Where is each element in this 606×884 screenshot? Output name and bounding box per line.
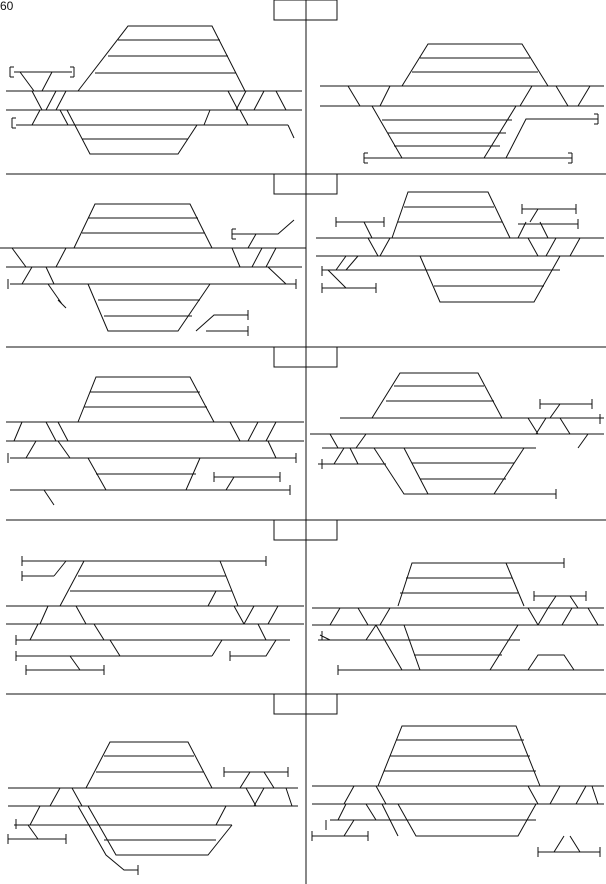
lower-yard xyxy=(420,256,560,302)
lower-yard xyxy=(404,625,518,670)
row-marker xyxy=(274,0,337,20)
lower-yard xyxy=(398,804,536,836)
panel-r5-right xyxy=(312,726,604,857)
upper-yard xyxy=(86,742,212,788)
upper-yard xyxy=(402,44,548,86)
lower-yard xyxy=(88,284,210,331)
upper-yard xyxy=(398,563,524,606)
panel-r1-right xyxy=(320,44,604,163)
panel-r4-left xyxy=(6,556,304,675)
lower-yard xyxy=(67,110,200,154)
lower-yard xyxy=(372,106,516,158)
upper-yard xyxy=(372,373,502,418)
panel-r3-right xyxy=(310,373,604,499)
panel-r4-right xyxy=(312,558,604,675)
upper-yard xyxy=(392,192,510,238)
lower-yard xyxy=(88,458,200,490)
row-marker xyxy=(274,520,337,540)
lower-yard xyxy=(88,806,232,855)
upper-yard xyxy=(78,377,214,422)
row-marker xyxy=(274,174,337,194)
panel-r5-left xyxy=(8,742,298,875)
panel-r2-left xyxy=(0,204,306,336)
row-marker xyxy=(274,694,337,714)
upper-yard xyxy=(78,26,245,91)
panel-r1-left xyxy=(6,26,302,154)
page-number: 60 xyxy=(0,0,14,13)
upper-yard xyxy=(74,204,212,248)
panel-r3-left xyxy=(6,377,304,505)
upper-yard xyxy=(378,726,540,786)
panel-r2-right xyxy=(316,192,604,302)
row-marker xyxy=(274,347,337,367)
lower-yard xyxy=(404,448,524,494)
grid-lines xyxy=(6,0,606,884)
